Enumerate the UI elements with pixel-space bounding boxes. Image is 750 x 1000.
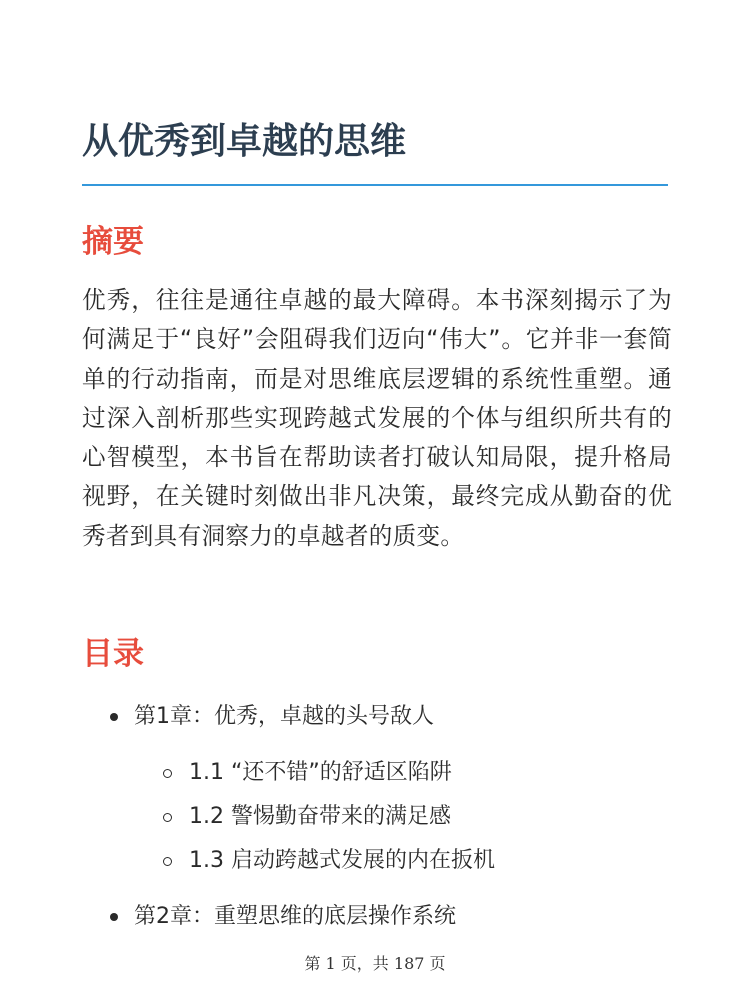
section-label: 1.2 警惕勤奋带来的满足感 — [189, 804, 451, 829]
toc-heading: 目录 — [82, 636, 144, 672]
document-title: 从优秀到卓越的思维 — [82, 121, 407, 162]
summary-paragraph: 优秀，往往是通往卓越的最大障碍。本书深刻揭示了为何满足于“良好”会阻碍我们迈向“伟大”。它并非一套简单的行动指南，而是对思维底层逻辑的系统性重塑。通过深入剖析那些实现跨越式发展的个体与组织所共有的心智模型，本书旨在帮助读者打破认知局限，提升格局视野，在关键时刻做出非凡决策，最终完成从勤奋的优秀者到具有洞察力的卓越者的质变。 — [82, 286, 672, 550]
bullet-disc-icon — [110, 913, 118, 921]
bullet-circle-icon — [163, 813, 172, 822]
chapter-label: 第1章：优秀，卓越的头号敌人 — [134, 704, 434, 729]
bullet-circle-icon — [163, 857, 172, 866]
table-of-contents — [82, 697, 682, 937]
bullet-disc-icon — [110, 713, 118, 721]
toc-chapter-2[interactable] — [82, 897, 682, 937]
page-number-footer: 第 1 页，共 187 页 — [304, 954, 446, 973]
section-label: 1.1 “还不错”的舒适区陷阱 — [189, 760, 452, 785]
title-divider — [82, 184, 668, 186]
toc-section-1-3[interactable] — [134, 839, 682, 883]
toc-chapter-1[interactable] — [82, 697, 682, 883]
bullet-circle-icon — [163, 769, 172, 778]
toc-section-1-2[interactable] — [134, 795, 682, 839]
summary-heading: 摘要 — [82, 224, 144, 260]
section-label: 1.3 启动跨越式发展的内在扳机 — [189, 848, 495, 873]
toc-section-1-1[interactable] — [134, 751, 682, 795]
chapter-1-sections — [134, 751, 682, 883]
chapter-label: 第2章：重塑思维的底层操作系统 — [134, 904, 456, 929]
